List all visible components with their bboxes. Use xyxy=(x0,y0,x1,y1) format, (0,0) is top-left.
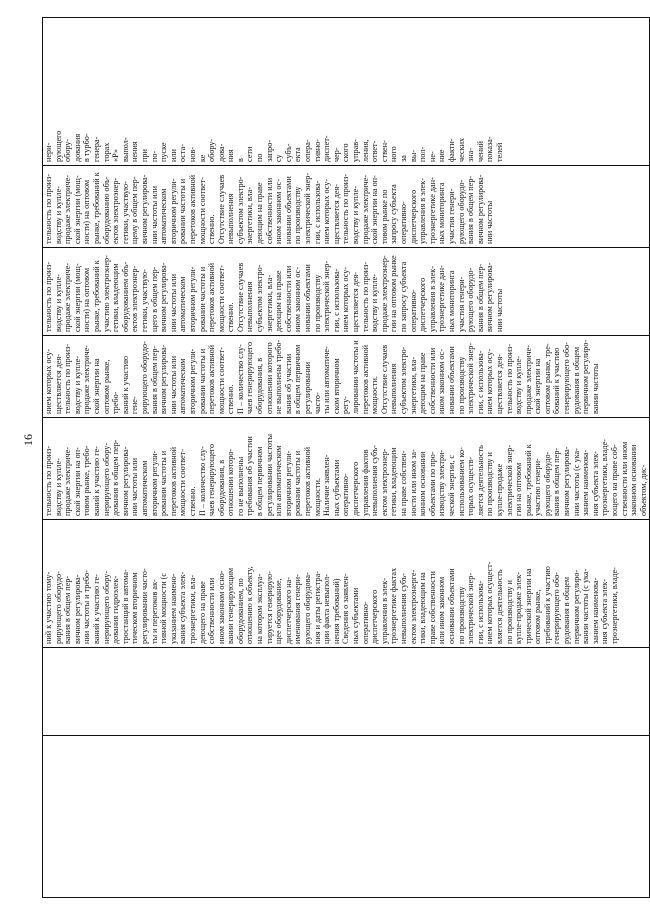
table-cell-8: нери- рующего обору- дования в турбо- генера- торах «Р» выпол- нения при по- пуске или оста- нов- ке обору- дова- ния в сети по запро- су субъ- екта опера- тивно- диспет- чер- ского управ- ления, ответ- ствен- ного за вы- пол- не- ние факти- ческих зна- чений показа- телей xyxy=(43,18,650,166)
table-cell-3: ний к участию тому- рирующего оборудо- вания в общем пер- вичном регулирова- нии частоты и требо- ваний к участию ге- нерирующего обору- дования гидроэлек- тростанций в автома- тическом вторичном регулировании часто- ты и перетоков ак- тивной мощности (с указанием наимено- вания субъекта элек- троэнергетики, вла- деющего на праве собственности или ином законном осно- вании генерирующим оборудованием, по отношению к объекту, на котором эксплуа- тируется генерирую- щее оборудование, диспетчерского на- именования генери- рующего оборудова- ния и даты регистра- ции факта невыпол- нения требований) Сведения о заявлен- ных субъектами оперативно- диспетчерского управления в элек- троэнергетике фактах невыполнения субъ- ектом электроэнерге- тики, владеющим на праве собственности или ином законном основании объектами по производству электрической энер- гии, с использова- нием которых осущест- вляется деятельность по производству и купле-продаже элек- трической энергии на оптовом рынке, требований к участию генерирующего обо- рудования в общем первичном регулиро- вании частоты (с ука- занием наименова- ния субъекта элек- троэнергетики, владе- xyxy=(43,520,650,648)
table-cell-blank-2 xyxy=(43,648,650,736)
rotated-page-content xyxy=(42,18,648,898)
table-cell-4: тельность по произ- водству и купле- продаже электриче- ской энергии на оп- товом рынке, требо- ваний к участию ге- нерирующего обору- дования в общем пер- вичном регулирова- нии частоты или автоматическом вторичном регули- ровании частоты и перетоков активной мощности соответ- ственно. П – количество слу- чаев генерирующего оборудования, в отношении которо- го не выполнены требования об участии в общем первичном регулировании частоты или автоматическом вторичном регули- ровании частоты и перетоков активной мощности. Наличие заявлен- ных субъектами оперативно- диспетчерского управления фактов невыполнения субъ- ектом электроэнер- гетики, владеющим на праве собствен- ности или ином за- конном основании объектами по про- изводству электри- ческой энергии, с использованием ко- торых осуществ- ляется деятельность по производству и купле-продаже электрической энер- гии на оптовом рынке, требований к участию генери- рующего оборудо- вания в общем пер- вичном регулирова- нии частоты (с ука- занием наименова- ния субъекта элек- троэнергетики, владе- ющего на праве соб- ственности или ином законном основании объектом, дис- xyxy=(43,418,650,520)
table-cell-7: тельность по произ- водству и купле- продаже электриче- ской энергии (мощ- ности) на оптовом рынке, требований к оборудованию объ- ектов электроэнер- гетики, участвую- щему в общем пер- вичном регулирова- нии частоты или автоматическом вторичном регули- ровании частоты и перетоков активной мощности соответ- ственно. Отсутствие случаев невыполнения субъектом электро- энергетики, вла- деющим на праве собственности или ином законном ос- новании объектами по производству электрической энер- гии, с использова- нием которых осу- ществляется дея- тельность по произ- водству и купле- продаже электриче- ской энергии на оп- товом рынке по запросу субъекта оперативно- диспетчерского управления в элек- троэнергетике дан- ных мониторинга участия генери- рующего оборудо- вания в общем пер- вичном регулирова- нии частоты xyxy=(43,166,650,248)
table-cell-6: тельность по произ- водству и купле- продаже электриче- ской энергии (мощ- ности) на оптовом рынке, требований к участию электроэнер- гетики, владеющим оборудованием объ- ектов электроэнер- гетики, участвую- щего в общем пер- вичном регулирова- нии частоты или автоматическом вторичном регули- ровании частоты и перетоков активной мощности соответ- ственно. Отсутствие случаев невыполнения субъектом электро- энергетики, вла- деющим на праве собственности или ином законном ос- новании объектами по производству электрической энер- гии, с использова- нием которых осу- ществляется дея- тельность по произ- водству и купле- продаже электроэнер- гии на оптовом рынке по запросу субъекта оперативно- диспетчерского управления в элек- троэнергетике дан- ных мониторинга участия генери- рующего оборудо- вания в общем пер- вичном регулирова- нии частоты xyxy=(43,248,650,336)
table-row xyxy=(43,18,650,898)
table-cell-5: нием которых осу- ществляется дея- тельность по произ- водству и купле- продаже электриче- ской энергии на оптовом рынке, требо- ваний к участию гене- рирующего оборудо- вания в общем пер- вичном регулирова- нии частоты или автоматическом вторичном регули- ровании частоты и перетоков активной мощности соответ- ственно. П – количество слу- чаев генерирующего оборудования, в отношении которого не выполнены требо- вания об участии в общем первичном регулировании часто- ты или автоматиче- ском вторичном регу- лировании частоты и перетоков активной мощности. Отсутствие случаев невыполнения субъектом электро- энергетики, вла- деющим на праве собственности или ином законном ос- новании объектами по производству электрической энер- гии, с использова- нием которых осу- ществляется дея- тельность по произ- водству и купле- продаже электриче- ской энергии на оптовом рынке, тре- бований к участию генерирующего обо- рудования в общем первичном регулиро- вании частоты xyxy=(43,336,650,418)
page-number: 16 xyxy=(21,434,35,446)
criteria-table xyxy=(42,17,650,898)
table-cell-blank-1 xyxy=(43,736,650,898)
